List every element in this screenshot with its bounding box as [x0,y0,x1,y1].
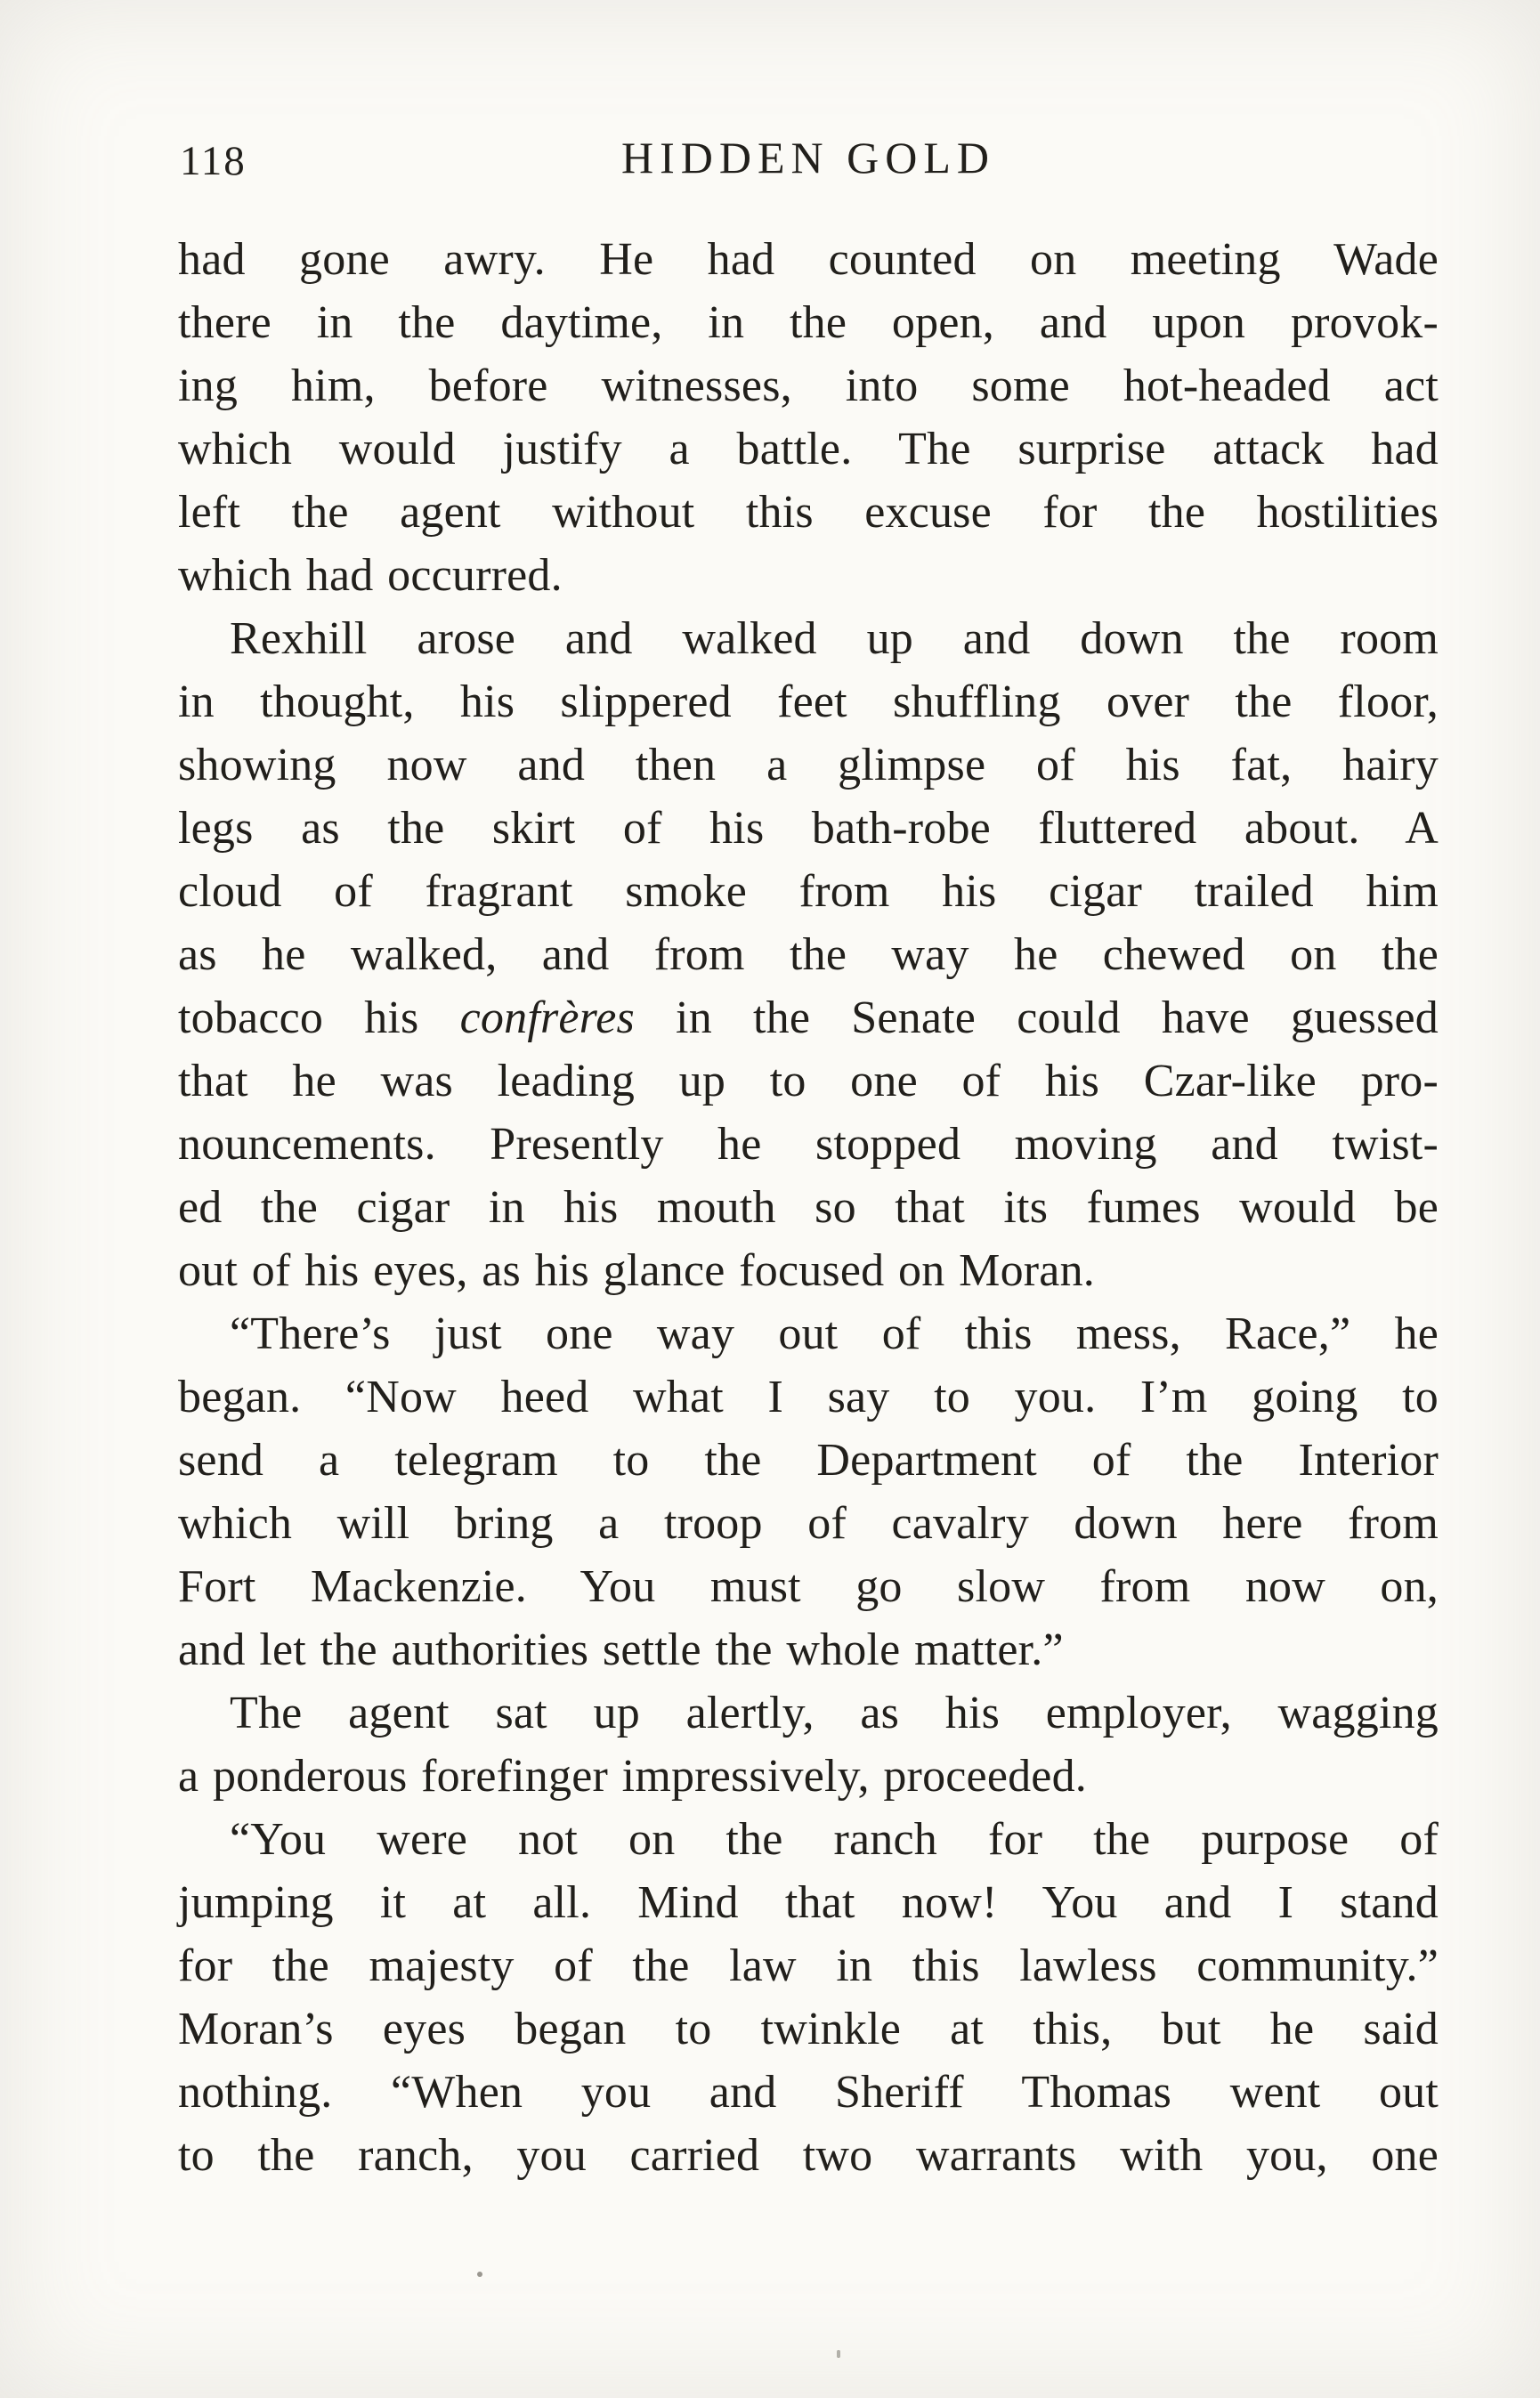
text-line: Fort Mackenzie. You must go slow from now on, [178,1561,1439,1612]
text-line: ed the cigar in his mouth so that its fumes would be [178,1182,1439,1233]
text-line: out of his eyes, as his glance focused on Moran. [178,1245,1095,1296]
running-head [178,132,1439,190]
text-line [178,986,1439,1049]
paragraph-1 [178,228,1439,607]
text-line: “You were not on the ranch for the purpose of [230,1814,1439,1865]
text-line: jumping it at all. Mind that now! You and I stand [178,1877,1439,1928]
text-line: nothing. “When you and Sheriff Thomas went out [178,2067,1439,2118]
text-line: which would justify a battle. The surprise attack had [178,424,1439,474]
text-line: in thought, his slippered feet shuffling over the floor, [178,676,1439,727]
text-line: Rexhill arose and walked up and down the room [230,613,1439,664]
text-column [178,132,1439,2187]
text-line: to the ranch, you carried two warrants with you, one [178,2130,1439,2181]
text-line: had gone awry. He had counted on meeting Wade [178,234,1439,285]
text-line: The agent sat up alertly, as his employer, wagging [230,1688,1439,1738]
text-line: there in the daytime, in the open, and upon provok- [178,297,1439,348]
text-segment-italic: confrères [459,992,635,1043]
scan-speck [837,2350,840,2358]
text-segment: in the Senate could have guessed [634,992,1439,1043]
text-line: and let the authorities settle the whole matter.” [178,1624,1064,1675]
text-line: cloud of fragrant smoke from his cigar trailed him [178,866,1439,917]
text-line: Moran’s eyes began to twinkle at this, but he said [178,2004,1439,2054]
text-segment: tobacco his [178,992,460,1043]
text-line: for the majesty of the law in this lawless community.” [178,1940,1439,1991]
paragraph-4 [178,1681,1439,1808]
paragraph-5 [178,1808,1439,2187]
text-line: left the agent without this excuse for the hostilities [178,487,1439,538]
text-line: send a telegram to the Department of the Interior [178,1435,1439,1486]
book-title: HIDDEN GOLD [621,133,995,182]
text-line: as he walked, and from the way he chewed on the [178,929,1439,980]
text-line: which had occurred. [178,550,563,601]
text-line: “There’s just one way out of this mess, Race,” he [230,1308,1439,1359]
paragraph-2 [178,607,1439,1302]
text-line: a ponderous forefinger impressively, proceeded. [178,1751,1087,1802]
text-line: ing him, before witnesses, into some hot-headed act [178,361,1439,411]
text-line: showing now and then a glimpse of his fat, hairy [178,740,1439,790]
paragraph-3 [178,1302,1439,1681]
text-line: which will bring a troop of cavalry down here from [178,1498,1439,1549]
page-number: 118 [180,138,247,184]
scan-speck [477,2272,482,2277]
text-line: nouncements. Presently he stopped moving and twist- [178,1119,1439,1170]
text-line: legs as the skirt of his bath-robe fluttered about. A [178,803,1439,854]
text-line: that he was leading up to one of his Czar-like pro- [178,1056,1439,1106]
text-line: began. “Now heed what I say to you. I’m going to [178,1372,1439,1422]
